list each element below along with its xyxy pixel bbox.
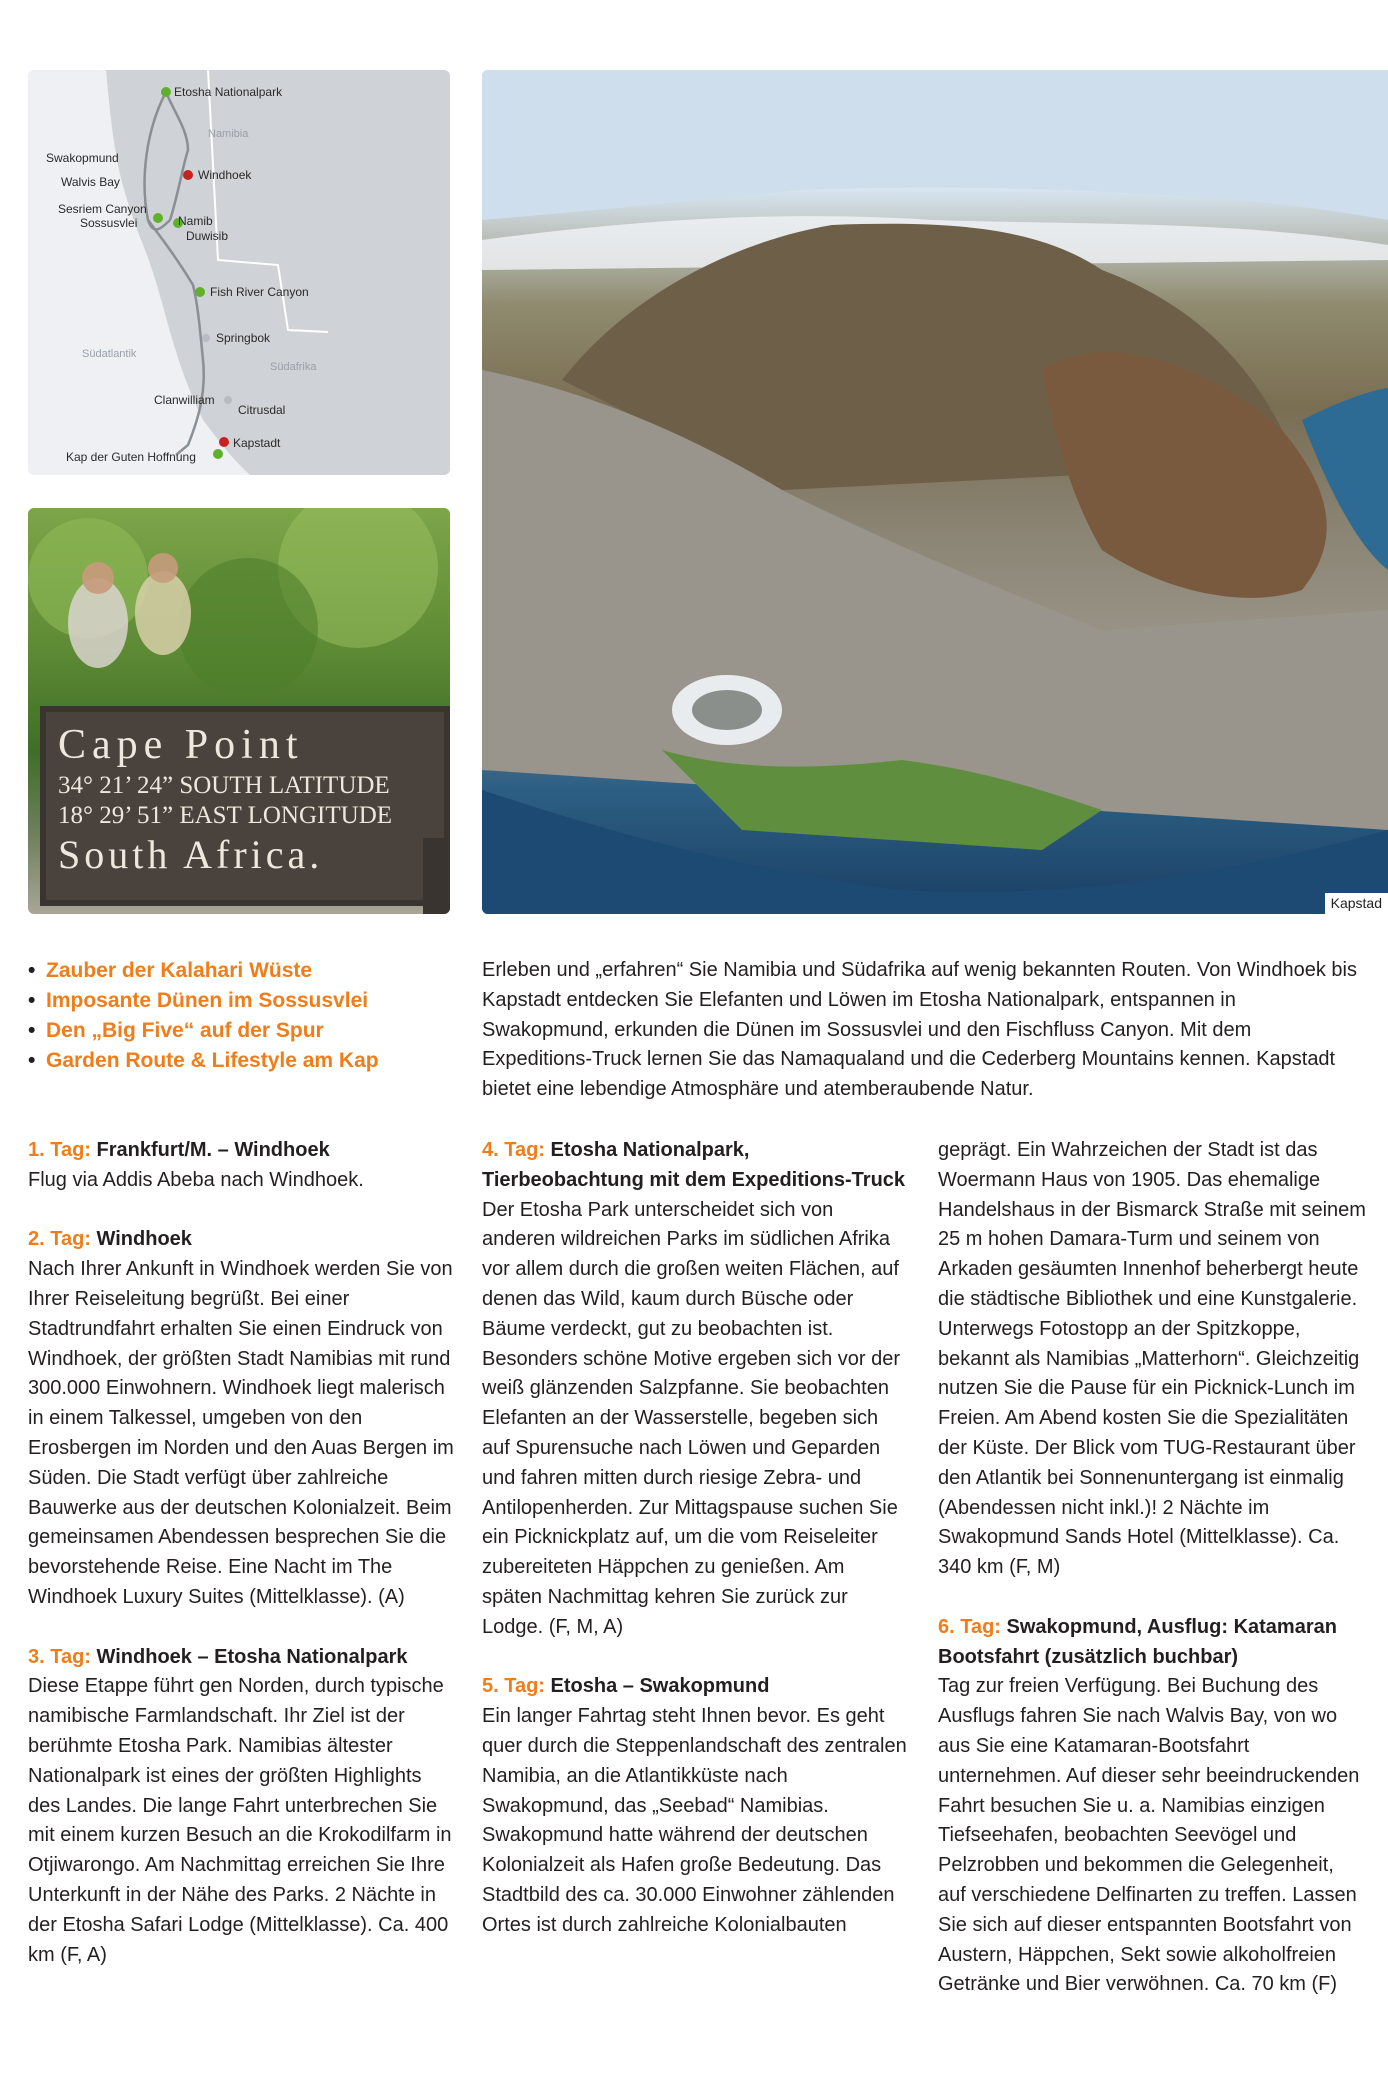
- day-title: Windhoek: [96, 1228, 192, 1251]
- day-text: Tag zur freien Verfügung. Bei Buchung des Ausflugs fahren Sie nach Walvis Bay, von wo aus Sie eine Katamaran-Bootsfahrt unternehmen. Auf dieser sehr beeindruckenden Fahrt besuchen Sie u. a. Namibias einzigen Tiefseehafen, beobachten Seevögel und Pelzrobben und bekommen die Gelegenheit, auf verschiedene Delfinarten zu treffen. Lassen Sie sich auf dieser entspannten Bootsfahrt von Austern, Häppchen, Sekt sowie alkoholfreien Getränke und Bier verwöhnen. Ca. 70 km (F): [938, 1675, 1360, 1996]
- highlights-list: [28, 956, 458, 1076]
- day-title: Frankfurt/M. – Windhoek: [96, 1139, 330, 1161]
- map-label-kap-guten-hoffnung: Kap der Guten Hoffnung: [66, 450, 196, 464]
- day-1: [28, 1136, 456, 1196]
- sign-title: Cape Point: [58, 722, 304, 768]
- cape-point-sign-graphic: [28, 508, 450, 914]
- photo-caption: Kapstad: [1325, 893, 1388, 914]
- kapstadt-aerial-photo: [482, 70, 1388, 914]
- day-number: 5. Tag:: [482, 1675, 545, 1698]
- route-map-graphic: [28, 70, 450, 475]
- map-label-suedatlantik: Südatlantik: [82, 348, 137, 360]
- day-text: Der Etosha Park unterscheidet sich von anderen wildreichen Parks im südlichen Afrika vor allem durch die großen weiten Flächen, auf denen das Wild, kaum durch Büsche oder Bäume verdeckt, gut zu beobachten ist. Besonders schöne Motive ergeben sich vor der weiß glänzenden Salzpfanne. Sie beobachten Elefanten an der Wasserstelle, begeben sich auf Spurensuche nach Löwen und Geparden und fahren mitten durch riesige Zebra- und Antilopenherden. Zur Mittagspause suchen Sie ein Picknickplatz auf, um die vom Reiseleiter zubereiteten Häppchen zu genießen. Am späten Nachmittag kehren Sie zurück zur Lodge. (F, M, A): [482, 1198, 901, 1638]
- day-number: 3. Tag:: [28, 1645, 91, 1668]
- day-number: 6. Tag:: [938, 1615, 1001, 1638]
- day-number: 4. Tag:: [482, 1139, 545, 1161]
- itinerary-column-2: [482, 1136, 910, 1970]
- map-label-etosha: Etosha Nationalpark: [174, 85, 283, 99]
- day-text: Diese Etappe führt gen Norden, durch typische namibische Farmlandschaft. Ihr Ziel ist der berühmte Etosha Park. Namibias ältester Nationalpark ist eines der größten Highlights des Landes. Die lange Fahrt unterbrechen Sie mit einem kurzen Besuch an die Krokodilfarm in Otjiwarongo. Am Nachmittag erreichen Sie Ihre Unterkunft in der Nähe des Parks. 2 Nächte in der Etosha Safari Lodge (Mittelklasse). Ca. 400 km (F, A): [28, 1675, 452, 1966]
- itinerary-column-1: [28, 1136, 456, 2000]
- day-2: [28, 1225, 456, 1612]
- sign-latitude: 34° 21’ 24” SOUTH LATITUDE: [58, 772, 390, 799]
- map-label-fish-river: Fish River Canyon: [210, 285, 309, 299]
- day-5: [482, 1672, 910, 1940]
- map-label-sossusvlei: Sossusvlei: [80, 216, 138, 230]
- day-text: Nach Ihrer Ankunft in Windhoek werden Sie von Ihrer Reiseleitung begrüßt. Bei einer Stadtrundfahrt erhalten Sie einen Eindruck von Windhoek, der größten Stadt Namibias mit rund 300.000 Einwohnern. Windhoek liegt malerisch in einem Talkessel, umgeben von den Erosbergen im Norden und den Auas Bergen im Süden. Die Stadt verfügt über zahlreiche Bauwerke aus der deutschen Kolonialzeit. Beim gemeinsamen Abendessen besprechen Sie die bevorstehende Reise. Eine Nacht im The Windhoek Luxury Suites (Mittelklasse). (A): [28, 1258, 454, 1608]
- map-label-duwisib: Duwisib: [186, 229, 229, 243]
- day-text: Flug via Addis Abeba nach Windhoek.: [28, 1168, 364, 1191]
- day-title: Windhoek – Etosha Nationalpark: [96, 1645, 408, 1668]
- highlight-item: • Den „Big Five“ auf der Spur: [28, 1016, 458, 1046]
- map-label-namib: Namib: [178, 214, 213, 228]
- cape-point-photo: [28, 508, 450, 914]
- day-3: [28, 1643, 456, 1971]
- map-label-namibia: Namibia: [208, 128, 249, 140]
- map-label-swakopmund: Swakopmund: [46, 151, 119, 165]
- highlight-item: • Zauber der Kalahari Wüste: [28, 956, 458, 986]
- map-label-clanwilliam: Clanwilliam: [154, 393, 215, 407]
- itinerary-column-3: [938, 1136, 1366, 2030]
- map-label-sesriem: Sesriem Canyon: [58, 202, 147, 216]
- map-label-windhoek: Windhoek: [198, 168, 252, 182]
- highlight-item: • Imposante Dünen im Sossusvlei: [28, 986, 458, 1016]
- sign-country: South Africa.: [58, 832, 324, 877]
- route-map: [28, 70, 450, 475]
- day-4: [482, 1136, 910, 1643]
- day-text: Ein langer Fahrtag steht Ihnen bevor. Es geht quer durch die Steppenlandschaft des zentralen Namibia, an die Atlantikküste nach Swakopmund, das „Seebad“ Namibias. Swakopmund hatte während der deutschen Kolonialzeit als Hafen große Bedeutung. Das Stadtbild des ca. 30.000 Einwohner zählenden Ortes ist durch zahlreiche Kolonialbauten: [482, 1705, 907, 1936]
- map-label-springbok: Springbok: [216, 331, 271, 345]
- day-text-continued: geprägt. Ein Wahrzeichen der Stadt ist das Woermann Haus von 1905. Das ehemalige Handelshaus in der Bismarck Straße mit seinem 25 m hohen Damara-Turm und seinem von Arkaden gesäumten Innenhof beherbergt heute die städtische Bibliothek und eine Kunstgalerie. Unterwegs Fotostopp an der Spitzkoppe, bekannt als Namibias „Matterhorn“. Gleichzeitig nutzen Sie die Pause für ein Picknick-Lunch im Freien. Am Abend kosten Sie die Spezialitäten der Küste. Der Blick vom TUG-Restaurant über den Atlantik bei Sonnenuntergang ist einmalig (Abendessen nicht inkl.)! 2 Nächte im Swakopmund Sands Hotel (Mittelklasse). Ca. 340 km (F, M): [938, 1139, 1366, 1579]
- day-6: [938, 1613, 1366, 2000]
- day-title: Etosha Nationalpark, Tierbeobachtung mit dem Expeditions-Truck: [482, 1139, 906, 1191]
- map-label-suedafrika: Südafrika: [270, 361, 317, 373]
- sign-longitude: 18° 29’ 51” EAST LONGITUDE: [58, 802, 393, 829]
- map-label-citrusdal: Citrusdal: [238, 403, 286, 417]
- aerial-graphic: [482, 70, 1388, 914]
- day-5-continued: [938, 1136, 1366, 1583]
- day-number: 2. Tag:: [28, 1228, 91, 1251]
- day-title: Swakopmund, Ausflug: Katamaran Bootsfahrt (zusätzlich buchbar): [938, 1615, 1337, 1668]
- day-title: Etosha – Swakopmund: [550, 1675, 770, 1698]
- map-label-walvis-bay: Walvis Bay: [61, 175, 120, 189]
- map-label-kapstadt: Kapstadt: [233, 436, 281, 450]
- intro-paragraph: Erleben und „erfahren“ Sie Namibia und Südafrika auf wenig bekannten Routen. Von Windhoek bis Kapstadt entdecken Sie Elefanten und Löwen im Etosha Nationalpark, entspannen in Swakopmund, erkunden die Dünen im Sossusvlei und den Fischfluss Canyon. Mit dem Expeditions-Truck lernen Sie das Namaqualand und die Cederberg Mountains kennen. Kapstadt bietet eine lebendige Atmosphäre und atemberaubende Natur.: [482, 959, 1357, 1101]
- highlight-item: • Garden Route & Lifestyle am Kap: [28, 1046, 458, 1076]
- day-number: 1. Tag:: [28, 1139, 91, 1161]
